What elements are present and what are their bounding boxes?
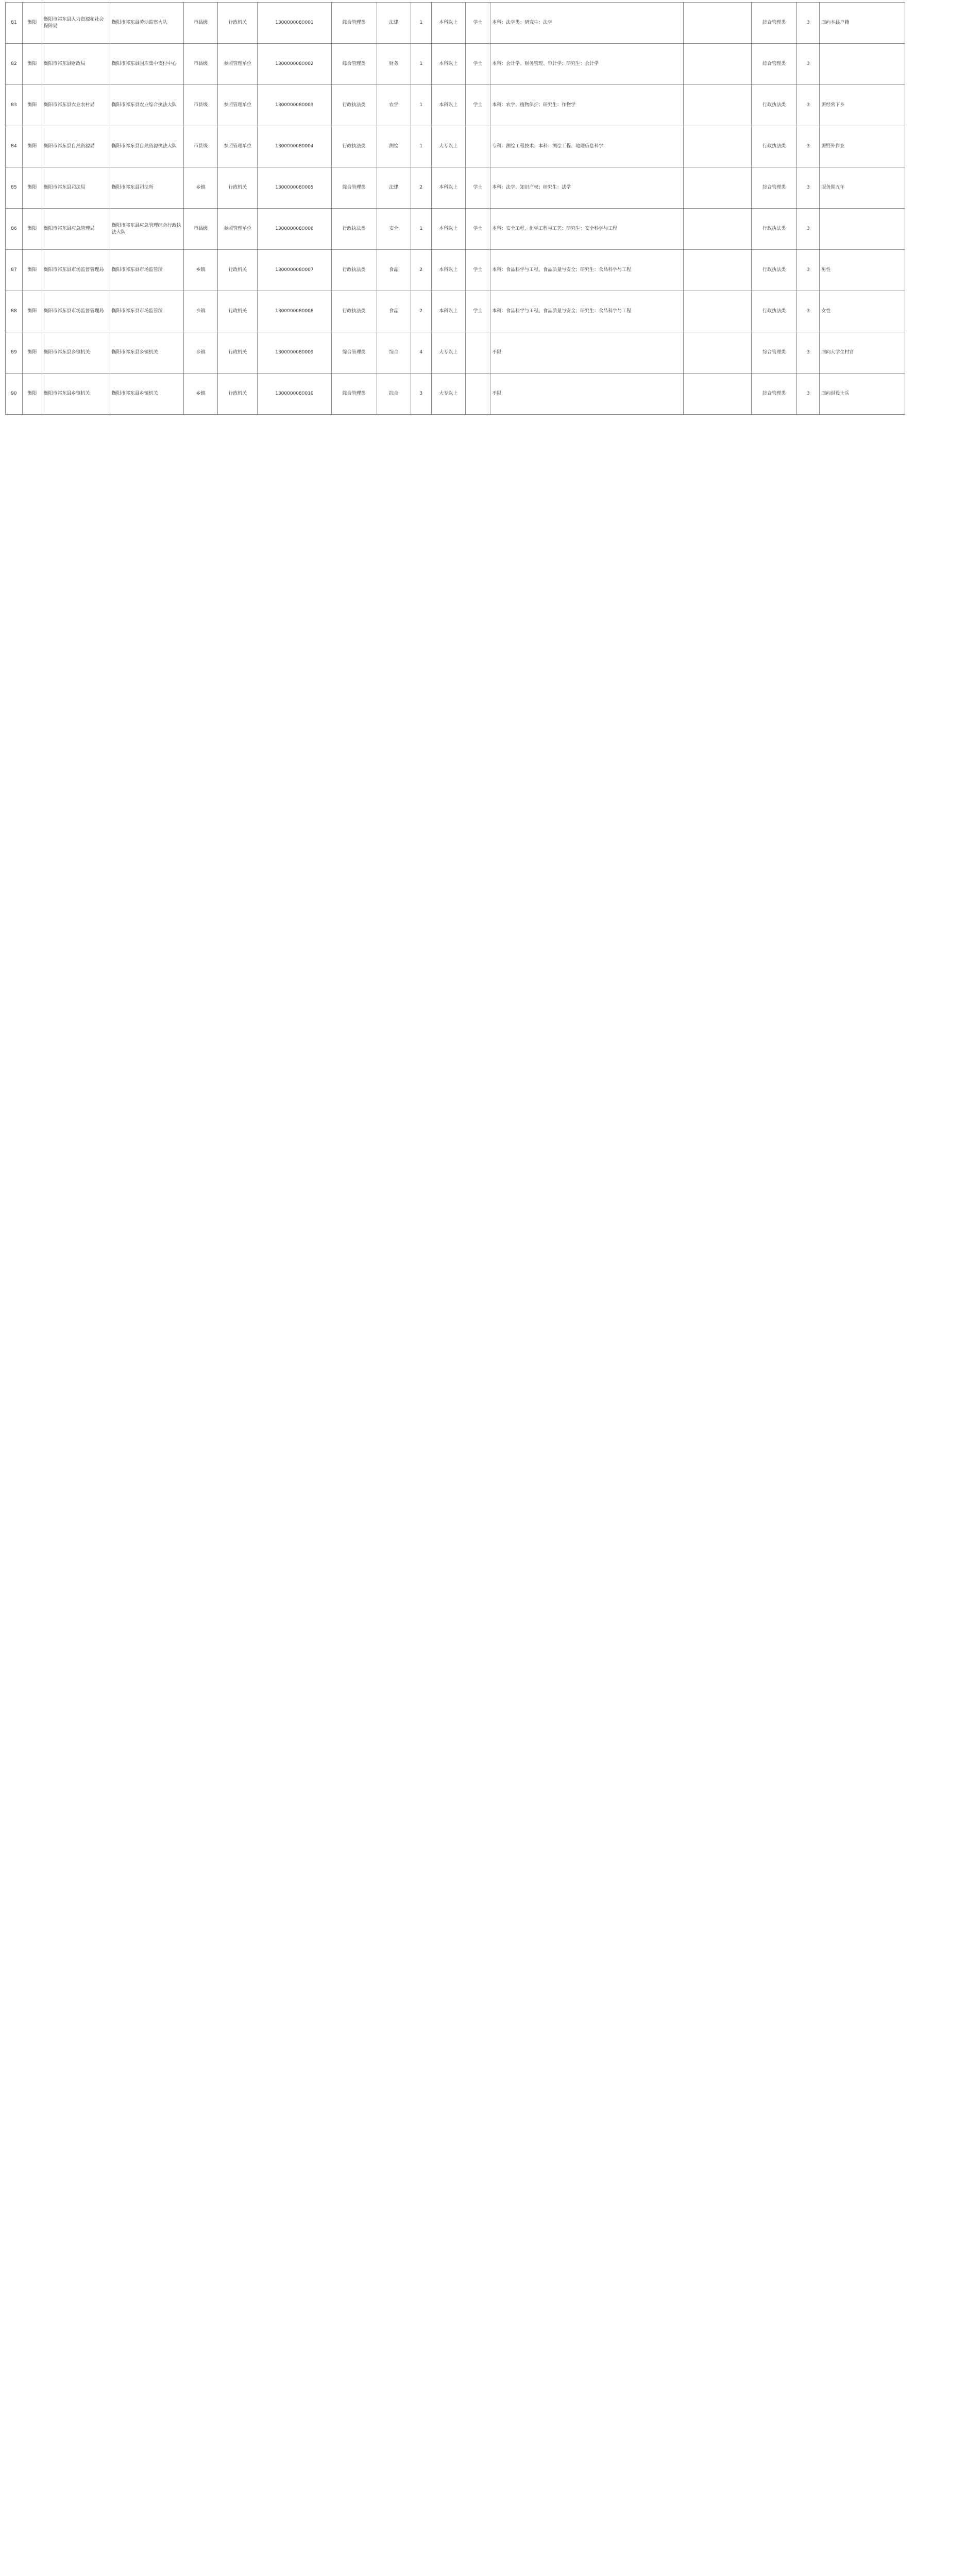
- table-row: [6, 291, 962, 332]
- cell-nature: 行政机关: [218, 291, 258, 332]
- job-listing-table: [5, 2, 962, 415]
- cell-num: 1: [411, 209, 431, 250]
- cell-category: 行政执法类: [331, 250, 377, 291]
- cell-edu: 本科以上: [431, 209, 465, 250]
- cell-other: [683, 291, 751, 332]
- cell-area: 衡阳: [23, 332, 42, 374]
- cell-nature: 参照管理单位: [218, 209, 258, 250]
- cell-edu: 本科以上: [431, 167, 465, 209]
- cell-nature: 参照管理单位: [218, 126, 258, 167]
- cell-unit: 衡阳市祁东县自然资源局: [42, 126, 110, 167]
- cell-major: 本科：食品科学与工程、食品质量与安全；研究生：食品科学与工程: [490, 291, 684, 332]
- cell-level: 乡镇: [184, 374, 218, 415]
- cell-exam: 综合管理类: [752, 374, 797, 415]
- cell-level: 市县级: [184, 85, 218, 126]
- cell-area: 衡阳: [23, 44, 42, 85]
- cell-level: 乡镇: [184, 167, 218, 209]
- cell-unit: 衡阳市祁东县农业农村局: [42, 85, 110, 126]
- cell-category: 综合管理类: [331, 332, 377, 374]
- cell-unit: 衡阳市祁东县人力资源和社会保障局: [42, 3, 110, 44]
- cell-category: 综合管理类: [331, 3, 377, 44]
- cell-major: 专科：测绘工程技术；本科：测绘工程、地理信息科学: [490, 126, 684, 167]
- cell-remark: 3: [797, 250, 820, 291]
- cell-category: 综合管理类: [331, 44, 377, 85]
- cell-other: [683, 167, 751, 209]
- cell-edu: 大专以上: [431, 374, 465, 415]
- cell-dept: 衡阳市祁东县乡镇机关: [110, 374, 183, 415]
- cell-dept: 衡阳市祁东县国库集中支付中心: [110, 44, 183, 85]
- cell-note: 服务期五年: [820, 167, 905, 209]
- cell-edu: 本科以上: [431, 44, 465, 85]
- cell-unit: 衡阳市祁东县司法局: [42, 167, 110, 209]
- cell-remark: 3: [797, 374, 820, 415]
- cell-code: 1300000080007: [258, 250, 331, 291]
- table-row: [6, 250, 962, 291]
- cell-remark: 3: [797, 291, 820, 332]
- cell-no: 81: [6, 3, 23, 44]
- cell-major: 本科：法学类；研究生：法学: [490, 3, 684, 44]
- cell-exam: 行政执法类: [752, 209, 797, 250]
- cell-code: 1300000080010: [258, 374, 331, 415]
- cell-remark: 3: [797, 126, 820, 167]
- cell-nature: 行政机关: [218, 332, 258, 374]
- cell-degree: 学士: [465, 250, 490, 291]
- cell-subject: 食品: [377, 291, 411, 332]
- cell-other: [683, 85, 751, 126]
- cell-remark: 3: [797, 209, 820, 250]
- cell-note: 男性: [820, 250, 905, 291]
- cell-remark: 3: [797, 3, 820, 44]
- cell-code: 1300000080004: [258, 126, 331, 167]
- cell-code: 1300000080009: [258, 332, 331, 374]
- cell-edu: 本科以上: [431, 85, 465, 126]
- table-row: [6, 85, 962, 126]
- cell-exam: 综合管理类: [752, 167, 797, 209]
- cell-unit: 衡阳市祁东县应急管理局: [42, 209, 110, 250]
- cell-num: 2: [411, 250, 431, 291]
- cell-subject: 食品: [377, 250, 411, 291]
- cell-dept: 衡阳市祁东县劳动监察大队: [110, 3, 183, 44]
- cell-other: [683, 3, 751, 44]
- cell-nature: 行政机关: [218, 250, 258, 291]
- cell-no: 86: [6, 209, 23, 250]
- cell-code: 1300000080003: [258, 85, 331, 126]
- cell-nature: 参照管理单位: [218, 85, 258, 126]
- cell-unit: 衡阳市祁东县财政局: [42, 44, 110, 85]
- cell-no: 84: [6, 126, 23, 167]
- cell-num: 2: [411, 291, 431, 332]
- cell-category: 行政执法类: [331, 126, 377, 167]
- cell-other: [683, 250, 751, 291]
- table-row: [6, 126, 962, 167]
- cell-area: 衡阳: [23, 126, 42, 167]
- cell-area: 衡阳: [23, 374, 42, 415]
- cell-subject: 法律: [377, 3, 411, 44]
- cell-nature: 行政机关: [218, 167, 258, 209]
- cell-note: 需野外作业: [820, 126, 905, 167]
- cell-nature: 行政机关: [218, 3, 258, 44]
- table-row: [6, 332, 962, 374]
- cell-major: 不限: [490, 374, 684, 415]
- cell-remark: 3: [797, 332, 820, 374]
- cell-no: 83: [6, 85, 23, 126]
- cell-subject: 综合: [377, 332, 411, 374]
- cell-no: 87: [6, 250, 23, 291]
- cell-unit: 衡阳市祁东县市场监督管理局: [42, 250, 110, 291]
- cell-num: 1: [411, 44, 431, 85]
- cell-edu: 本科以上: [431, 250, 465, 291]
- cell-major: 不限: [490, 332, 684, 374]
- cell-subject: 综合: [377, 374, 411, 415]
- cell-exam: 行政执法类: [752, 126, 797, 167]
- cell-dept: 衡阳市祁东县农业综合执法大队: [110, 85, 183, 126]
- cell-code: 1300000080001: [258, 3, 331, 44]
- cell-note: 需经常下乡: [820, 85, 905, 126]
- cell-num: 1: [411, 126, 431, 167]
- cell-num: 4: [411, 332, 431, 374]
- cell-code: 1300000080002: [258, 44, 331, 85]
- cell-degree: 学士: [465, 291, 490, 332]
- cell-note: 面向大学生村官: [820, 332, 905, 374]
- cell-exam: 综合管理类: [752, 332, 797, 374]
- cell-area: 衡阳: [23, 85, 42, 126]
- cell-dept: 衡阳市祁东县自然资源执法大队: [110, 126, 183, 167]
- cell-level: 市县级: [184, 209, 218, 250]
- cell-major: 本科：会计学、财务管理、审计学；研究生：会计学: [490, 44, 684, 85]
- cell-degree: 学士: [465, 44, 490, 85]
- cell-num: 1: [411, 85, 431, 126]
- cell-code: 1300000080008: [258, 291, 331, 332]
- cell-other: [683, 126, 751, 167]
- cell-other: [683, 374, 751, 415]
- cell-note: [820, 209, 905, 250]
- cell-dept: 衡阳市祁东县市场监管所: [110, 291, 183, 332]
- table-row: [6, 167, 962, 209]
- cell-subject: 财务: [377, 44, 411, 85]
- cell-exam: 综合管理类: [752, 3, 797, 44]
- cell-degree: 学士: [465, 167, 490, 209]
- cell-other: [683, 44, 751, 85]
- cell-note: 女性: [820, 291, 905, 332]
- cell-edu: 本科以上: [431, 3, 465, 44]
- cell-subject: 法律: [377, 167, 411, 209]
- cell-area: 衡阳: [23, 3, 42, 44]
- cell-level: 市县级: [184, 126, 218, 167]
- cell-category: 综合管理类: [331, 374, 377, 415]
- cell-major: 本科：安全工程、化学工程与工艺；研究生：安全科学与工程: [490, 209, 684, 250]
- cell-area: 衡阳: [23, 291, 42, 332]
- cell-num: 1: [411, 3, 431, 44]
- cell-dept: 衡阳市祁东县乡镇机关: [110, 332, 183, 374]
- table-row: [6, 3, 962, 44]
- cell-level: 市县级: [184, 3, 218, 44]
- cell-category: 行政执法类: [331, 85, 377, 126]
- cell-level: 乡镇: [184, 291, 218, 332]
- cell-note: [820, 44, 905, 85]
- cell-area: 衡阳: [23, 167, 42, 209]
- cell-edu: 本科以上: [431, 291, 465, 332]
- cell-remark: 3: [797, 167, 820, 209]
- cell-num: 2: [411, 167, 431, 209]
- table-row: [6, 44, 962, 85]
- cell-category: 综合管理类: [331, 167, 377, 209]
- cell-degree: 学士: [465, 3, 490, 44]
- cell-dept: 衡阳市祁东县应急管理综合行政执法大队: [110, 209, 183, 250]
- cell-major: 本科：法学、知识产权；研究生：法学: [490, 167, 684, 209]
- cell-edu: 大专以上: [431, 332, 465, 374]
- table-row: [6, 374, 962, 415]
- cell-nature: 行政机关: [218, 374, 258, 415]
- cell-no: 88: [6, 291, 23, 332]
- cell-unit: 衡阳市祁东县乡镇机关: [42, 374, 110, 415]
- cell-note: 面向退役士兵: [820, 374, 905, 415]
- cell-no: 90: [6, 374, 23, 415]
- cell-area: 衡阳: [23, 250, 42, 291]
- cell-level: 乡镇: [184, 250, 218, 291]
- cell-major: 本科：农学、植物保护；研究生：作物学: [490, 85, 684, 126]
- cell-subject: 安全: [377, 209, 411, 250]
- cell-dept: 衡阳市祁东县市场监管所: [110, 250, 183, 291]
- cell-code: 1300000080006: [258, 209, 331, 250]
- cell-exam: 行政执法类: [752, 291, 797, 332]
- cell-no: 85: [6, 167, 23, 209]
- cell-nature: 参照管理单位: [218, 44, 258, 85]
- cell-degree: [465, 126, 490, 167]
- cell-unit: 衡阳市祁东县市场监督管理局: [42, 291, 110, 332]
- cell-num: 3: [411, 374, 431, 415]
- cell-other: [683, 209, 751, 250]
- cell-area: 衡阳: [23, 209, 42, 250]
- cell-degree: [465, 332, 490, 374]
- cell-edu: 大专以上: [431, 126, 465, 167]
- cell-exam: 行政执法类: [752, 250, 797, 291]
- cell-degree: 学士: [465, 85, 490, 126]
- cell-category: 行政执法类: [331, 291, 377, 332]
- cell-level: 乡镇: [184, 332, 218, 374]
- cell-subject: 测绘: [377, 126, 411, 167]
- cell-code: 1300000080005: [258, 167, 331, 209]
- cell-other: [683, 332, 751, 374]
- cell-no: 89: [6, 332, 23, 374]
- cell-category: 行政执法类: [331, 209, 377, 250]
- cell-degree: [465, 374, 490, 415]
- cell-level: 市县级: [184, 44, 218, 85]
- cell-unit: 衡阳市祁东县乡镇机关: [42, 332, 110, 374]
- cell-major: 本科：食品科学与工程、食品质量与安全；研究生：食品科学与工程: [490, 250, 684, 291]
- cell-subject: 农学: [377, 85, 411, 126]
- table-row: [6, 209, 962, 250]
- cell-note: 面向本县户籍: [820, 3, 905, 44]
- cell-exam: 行政执法类: [752, 85, 797, 126]
- cell-remark: 3: [797, 85, 820, 126]
- cell-no: 82: [6, 44, 23, 85]
- cell-dept: 衡阳市祁东县司法所: [110, 167, 183, 209]
- cell-degree: 学士: [465, 209, 490, 250]
- cell-remark: 3: [797, 44, 820, 85]
- cell-exam: 综合管理类: [752, 44, 797, 85]
